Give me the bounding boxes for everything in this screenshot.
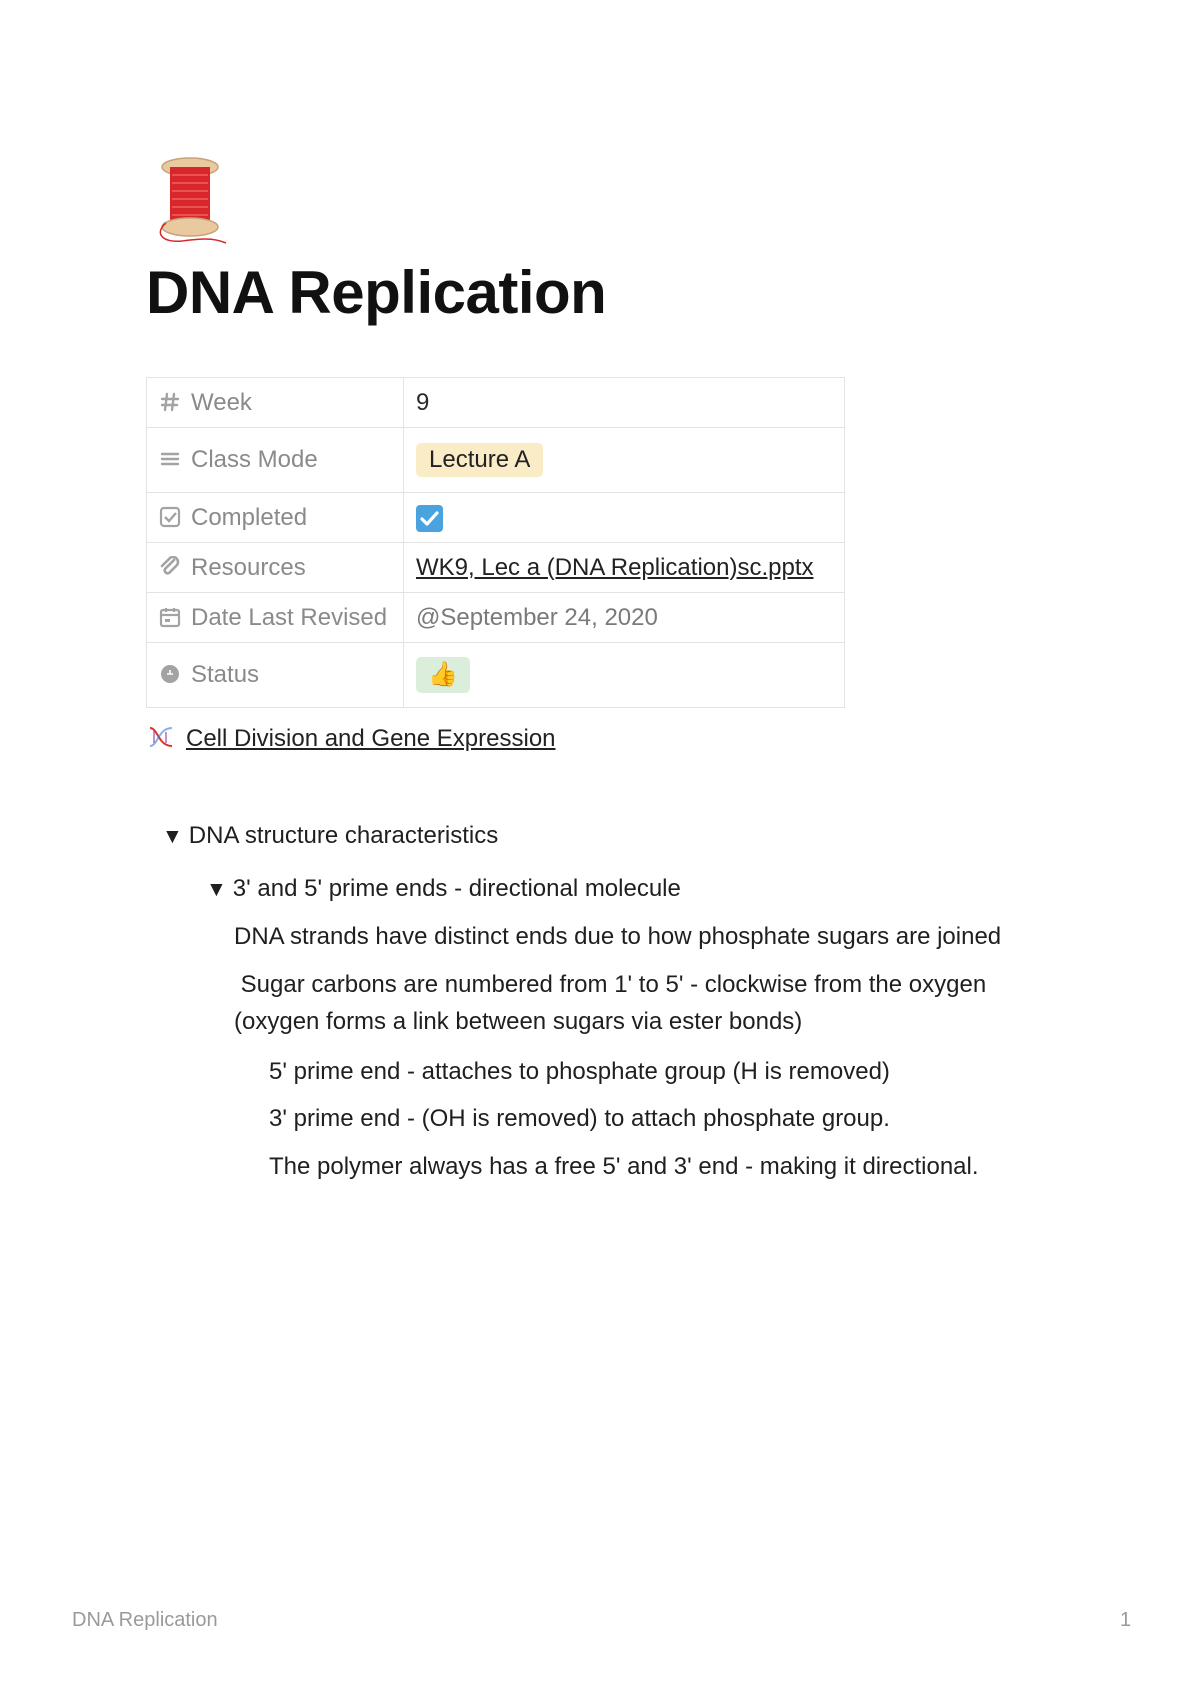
page-number: 1 [1120, 1609, 1132, 1631]
property-label-class-mode: Class Mode [191, 446, 318, 473]
number-icon [159, 391, 181, 413]
calendar-icon [159, 606, 181, 628]
page-title: DNA Replication [146, 259, 607, 326]
parent-page-link[interactable]: Cell Division and Gene Expression [186, 725, 556, 752]
list-icon [159, 448, 181, 470]
status-icon [159, 663, 181, 685]
properties-table [146, 377, 845, 708]
property-row-class-mode [147, 428, 845, 493]
dna-icon [146, 722, 176, 752]
property-label-week: Week [191, 388, 252, 416]
property-label-cell [147, 643, 404, 708]
property-value-cell[interactable] [404, 543, 845, 593]
property-row-week [147, 378, 845, 428]
property-value-cell[interactable] [404, 428, 845, 493]
triangle-down-icon[interactable]: ▼ [206, 878, 227, 901]
property-label-resources: Resources [191, 553, 306, 581]
property-label-cell [147, 593, 404, 643]
toggle-dna-structure[interactable] [162, 822, 498, 850]
property-label-completed: Completed [191, 503, 308, 531]
text-line: DNA strands have distinct ends due to how phosphate sugars are joined [234, 923, 1002, 950]
property-row-status [147, 643, 845, 708]
property-label-cell [147, 428, 404, 493]
property-row-completed [147, 493, 845, 543]
completed-checkbox[interactable] [416, 505, 443, 532]
property-row-resources [147, 543, 845, 593]
text-line: 3' prime end - (OH is removed) to attach phosphate group. [269, 1105, 890, 1132]
property-label-status: Status [191, 661, 260, 688]
spool-of-thread-icon [152, 155, 232, 245]
property-label-date-last-revised: Date Last Revised [191, 603, 388, 631]
text-line: (oxygen forms a link between sugars via ester bonds) [234, 1008, 803, 1035]
text-line: Sugar carbons are numbered from 1' to 5' - clockwise from the oxygen [234, 971, 987, 998]
property-value-cell[interactable] [404, 493, 845, 543]
checkmark-icon [419, 508, 440, 529]
checkbox-icon [159, 506, 181, 528]
relation-link-row [146, 722, 556, 753]
property-label-cell [147, 493, 404, 543]
week-value: 9 [416, 388, 430, 416]
text-line: The polymer always has a free 5' and 3' end - making it directional. [269, 1153, 979, 1180]
toggle-label: 3' and 5' prime ends - directional molecule [232, 875, 681, 902]
toggle-prime-ends[interactable] [206, 875, 681, 903]
property-label-cell [147, 378, 404, 428]
property-value-cell[interactable] [404, 378, 845, 428]
status-pill[interactable]: 👍 [416, 657, 470, 693]
resource-file-link[interactable]: WK9, Lec a (DNA Replication)sc.pptx [416, 553, 814, 581]
attachment-icon [159, 556, 181, 578]
class-mode-tag[interactable]: Lecture A [416, 443, 543, 477]
property-value-cell[interactable] [404, 643, 845, 708]
property-value-cell[interactable] [404, 593, 845, 643]
date-last-revised-value: @September 24, 2020 [416, 603, 658, 631]
property-label-cell [147, 543, 404, 593]
triangle-down-icon[interactable]: ▼ [162, 825, 183, 848]
footer-title: DNA Replication [72, 1609, 218, 1631]
toggle-label: DNA structure characteristics [188, 822, 499, 849]
property-row-date-last-revised [147, 593, 845, 643]
text-line: 5' prime end - attaches to phosphate group (H is removed) [269, 1058, 890, 1085]
